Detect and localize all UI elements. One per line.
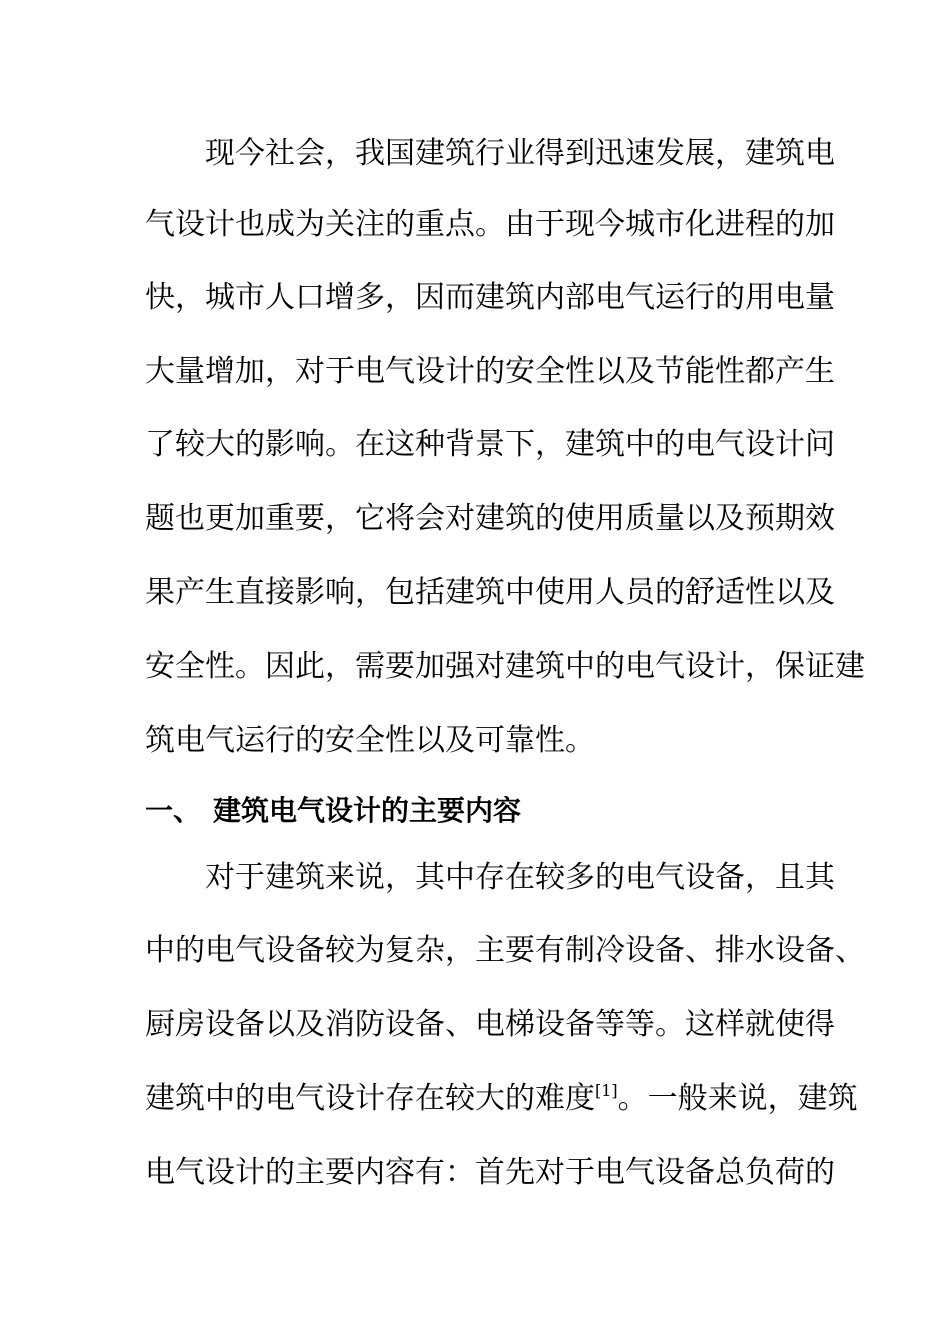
paragraph-1-line-7: 果产生直接影响，包括建筑中使用人员的舒适性以及	[145, 575, 835, 610]
paragraph-1-line-6: 题也更加重要，它将会对建筑的使用质量以及预期效	[145, 501, 835, 536]
paragraph-2-line-2: 中的电气设备较为复杂，主要有制冷设备、排水设备、	[145, 933, 865, 968]
paragraph-1-line-9: 筑电气运行的安全性以及可靠性。	[145, 723, 595, 758]
paragraph-1-line-5: 了较大的影响。在这种背景下，建筑中的电气设计问	[145, 427, 835, 462]
paragraph-1-line-8: 安全性。因此，需要加强对建筑中的电气设计，保证建	[145, 649, 865, 684]
line-text-after-citation: 。一般来说，建筑	[617, 1081, 858, 1116]
paragraph-2-line-5: 电气设计的主要内容有：首先对于电气设备总负荷的	[145, 1155, 835, 1190]
line-text-before-citation: 建筑中的电气设计存在较大的难度	[145, 1081, 595, 1116]
paragraph-1-line-4: 大量增加，对于电气设计的安全性以及节能性都产生	[145, 354, 835, 389]
citation-marker: [1]	[595, 1081, 618, 1100]
paragraph-2-line-1: 对于建筑来说，其中存在较多的电气设备，且其	[205, 860, 835, 895]
section-number: 一、	[145, 794, 202, 827]
paragraph-2-line-4	[145, 1077, 858, 1121]
paragraph-1-line-1: 现今社会，我国建筑行业得到迅速发展，建筑电	[205, 136, 835, 171]
paragraph-2-line-3: 厨房设备以及消防设备、电梯设备等等。这样就使得	[145, 1007, 835, 1042]
paragraph-1-line-3: 快，城市人口增多，因而建筑内部电气运行的用电量	[145, 280, 835, 315]
section-title: 建筑电气设计的主要内容	[213, 794, 522, 827]
paragraph-1-line-2: 气设计也成为关注的重点。由于现今城市化进程的加	[145, 207, 835, 242]
section-heading	[145, 789, 810, 833]
